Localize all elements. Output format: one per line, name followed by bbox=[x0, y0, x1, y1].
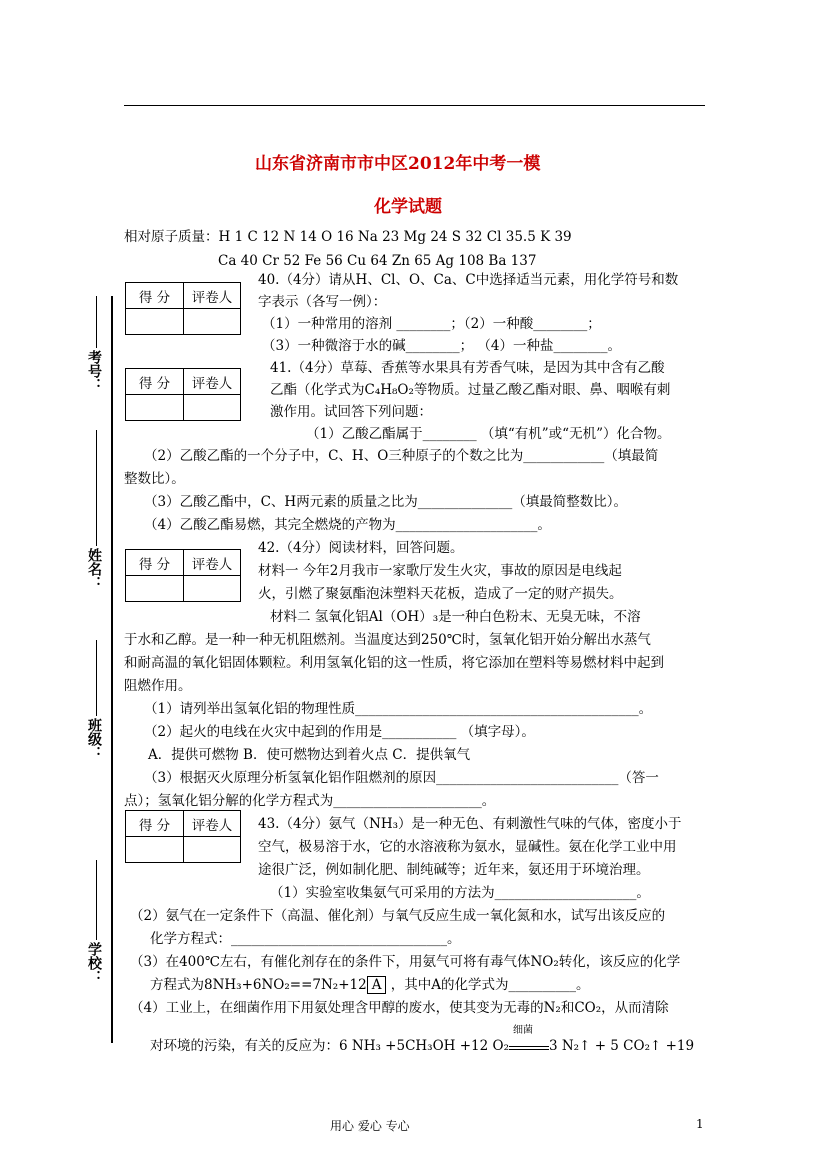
q42-line3: 火，引燃了聚氨酯泡沫塑料天花板，造成了一定的财产损失。 bbox=[258, 586, 623, 602]
q42-line10-options: A．提供可燃物 B．使可燃物达到着火点 C．提供氧气 bbox=[148, 747, 471, 763]
score-box-q42 bbox=[125, 549, 241, 602]
grader-label: 评卷人 bbox=[184, 369, 241, 395]
q43-line9: （4）工业上，在细菌作用下用氨处理含甲醇的废水，使其变为无毒的N₂和CO₂，从而清除 bbox=[130, 1000, 669, 1016]
binding-margin-rule bbox=[111, 296, 113, 1043]
q42-line12: 点）；氢氧化铝分解的化学方程式为______________________。 bbox=[124, 793, 496, 809]
margin-label-kaohao: 考号： bbox=[86, 350, 102, 392]
grader-label: 评卷人 bbox=[184, 283, 241, 309]
page-number: 1 bbox=[696, 1117, 704, 1131]
exam-title: 山东省济南市市中区2012年中考一模 bbox=[255, 154, 541, 174]
margin-label-xingming: 姓名： bbox=[86, 548, 102, 590]
margin-line-xingming[interactable] bbox=[96, 430, 97, 546]
q43-line8-tail: ，其中A的化学式为__________。 bbox=[390, 977, 590, 993]
margin-line-xuexiao[interactable] bbox=[96, 860, 97, 940]
unknown-substance-box: A bbox=[367, 976, 387, 994]
grader-cell[interactable] bbox=[184, 576, 241, 602]
score-cell[interactable] bbox=[126, 576, 184, 602]
header-rule bbox=[124, 105, 705, 106]
q41-line2: 乙酯（化学式为C₄H₈O₂等物质。过量乙酸乙酯对眼、鼻、咽喉有刺 bbox=[270, 382, 671, 398]
atomic-masses-line2: Ca 40 Cr 52 Fe 56 Cu 64 Zn 65 Ag 108 Ba 137 bbox=[218, 253, 537, 269]
q43-line4: （1）实验室收集氨气可采用的方法为_____________________。 bbox=[270, 885, 650, 901]
q42-line2: 材料一 今年2月我市一家歌厅发生火灾，事故的原因是电线起 bbox=[258, 563, 622, 579]
grader-cell[interactable] bbox=[184, 309, 241, 335]
q40-line1: 40.（4分）请从H、Cl、O、Ca、C中选择适当元素，用化学符号和数 bbox=[258, 272, 679, 288]
score-label: 得 分 bbox=[126, 283, 184, 309]
q43-line6: 化学方程式：________________________________。 bbox=[150, 931, 461, 947]
q43-line2: 空气，极易溶于水，它的水溶液称为氨水，显碱性。氨在化学工业中用 bbox=[258, 839, 677, 855]
q41-line7: （3）乙酸乙酯中，C、H两元素的质量之比为______________（填最简整数比）。 bbox=[144, 494, 627, 510]
q43-reaction-right: 3 N₂↑ + 5 CO₂↑ +19 bbox=[548, 1038, 695, 1054]
grader-label: 评卷人 bbox=[184, 811, 241, 837]
q42-line5: 于水和乙醇。是一种一种无机阻燃剂。当温度达到250℃时，氢氧化铝开始分解出水蒸气 bbox=[124, 632, 651, 648]
q42-line11: （3）根据灭火原理分析氢氧化铝作阻燃剂的原因___________________________（答一 bbox=[144, 770, 659, 786]
q41-line4: （1）乙酸乙酯属于________ （填“有机”或“无机”）化合物。 bbox=[306, 426, 671, 442]
q42-line6: 和耐高温的氧化铝固体颗粒。利用氢氧化铝的这一性质，将它添加在塑料等易燃材料中起到 bbox=[124, 655, 664, 671]
q42-line8: （1）请列举出氢氧化铝的物理性质__________________________________________。 bbox=[144, 701, 653, 717]
grader-cell[interactable] bbox=[184, 837, 241, 863]
q43-line3: 途很广泛，例如制化肥、制纯碱等；近年来，氨还用于环境治理。 bbox=[258, 862, 650, 878]
q41-line1: 41.（4分）草莓、香蕉等水果具有芳香气味，是因为其中含有乙酸 bbox=[270, 360, 665, 376]
atomic-masses-line1: 相对原子质量：H 1 C 12 N 14 O 16 Na 23 Mg 24 S 32 Cl 35.5 K 39 bbox=[124, 229, 572, 245]
grader-cell[interactable] bbox=[184, 395, 241, 421]
q43-line7: （3）在400℃左右，有催化剂存在的条件下，用氨气可将有毒气体NO₂转化，该反应的化学 bbox=[130, 954, 681, 970]
q43-reaction-left: 对环境的污染，有关的反应为：6 NH₃ +5CH₃OH +12 O₂ bbox=[150, 1038, 509, 1054]
score-label: 得 分 bbox=[126, 811, 184, 837]
margin-label-banji: 班级： bbox=[86, 718, 102, 760]
q43-line8 bbox=[150, 979, 590, 993]
margin-line-banji[interactable] bbox=[96, 640, 97, 716]
q42-line1: 42.（4分）阅读材料，回答问题。 bbox=[258, 540, 464, 556]
q40-line3: （1）一种常用的溶剂 ________；（2）一种酸________； bbox=[262, 316, 601, 332]
q42-line7: 阻燃作用。 bbox=[124, 678, 192, 694]
score-box-q43 bbox=[125, 810, 241, 863]
footer-slogan: 用心 爱心 专心 bbox=[330, 1119, 410, 1133]
q43-line5: （2）氨气在一定条件下（高温、催化剂）与氧气反应生成一氧化氮和水，试写出该反应的 bbox=[130, 908, 666, 924]
exam-subtitle: 化学试题 bbox=[374, 197, 442, 217]
q42-line9: （2）起火的电线在火灾中起到的作用是___________ （填字母）。 bbox=[144, 724, 535, 740]
q43-line1: 43.（4分）氨气（NH₃）是一种无色、有刺激性气味的气体，密度小于 bbox=[258, 816, 682, 832]
margin-label-xuexiao: 学校： bbox=[86, 942, 102, 984]
q41-line6: 整数比）。 bbox=[124, 471, 185, 487]
catalyst-label: 细菌 bbox=[512, 1025, 533, 1036]
score-cell[interactable] bbox=[126, 395, 184, 421]
q40-line2: 字表示（各写一例）： bbox=[258, 294, 387, 310]
score-label: 得 分 bbox=[126, 550, 184, 576]
double-line-icon bbox=[509, 1046, 549, 1050]
q42-line4: 材料二 氢氧化铝Al（OH）₃是一种白色粉末、无臭无味，不溶 bbox=[270, 609, 641, 625]
reaction-arrow bbox=[509, 1025, 549, 1050]
score-box-q40 bbox=[125, 282, 241, 335]
margin-line-kaohao[interactable] bbox=[96, 296, 97, 348]
score-box-q41 bbox=[125, 368, 241, 421]
q41-line8: （4）乙酸乙酯易燃，其完全燃烧的产物为_____________________。 bbox=[144, 517, 551, 533]
grader-label: 评卷人 bbox=[184, 550, 241, 576]
score-cell[interactable] bbox=[126, 309, 184, 335]
q41-line3: 激作用。试回答下列问题： bbox=[270, 404, 432, 420]
q41-line5: （2）乙酸乙酯的一个分子中，C、H、O三种原子的个数之比为____________（填最简 bbox=[144, 448, 659, 464]
score-label: 得 分 bbox=[126, 369, 184, 395]
score-cell[interactable] bbox=[126, 837, 184, 863]
q43-line10 bbox=[150, 1025, 695, 1054]
q43-equation: 方程式为8NH₃+6NO₂==7N₂+12 bbox=[150, 977, 367, 993]
q40-line4: （3）一种微溶于水的碱________； （4）一种盐________。 bbox=[262, 338, 621, 354]
